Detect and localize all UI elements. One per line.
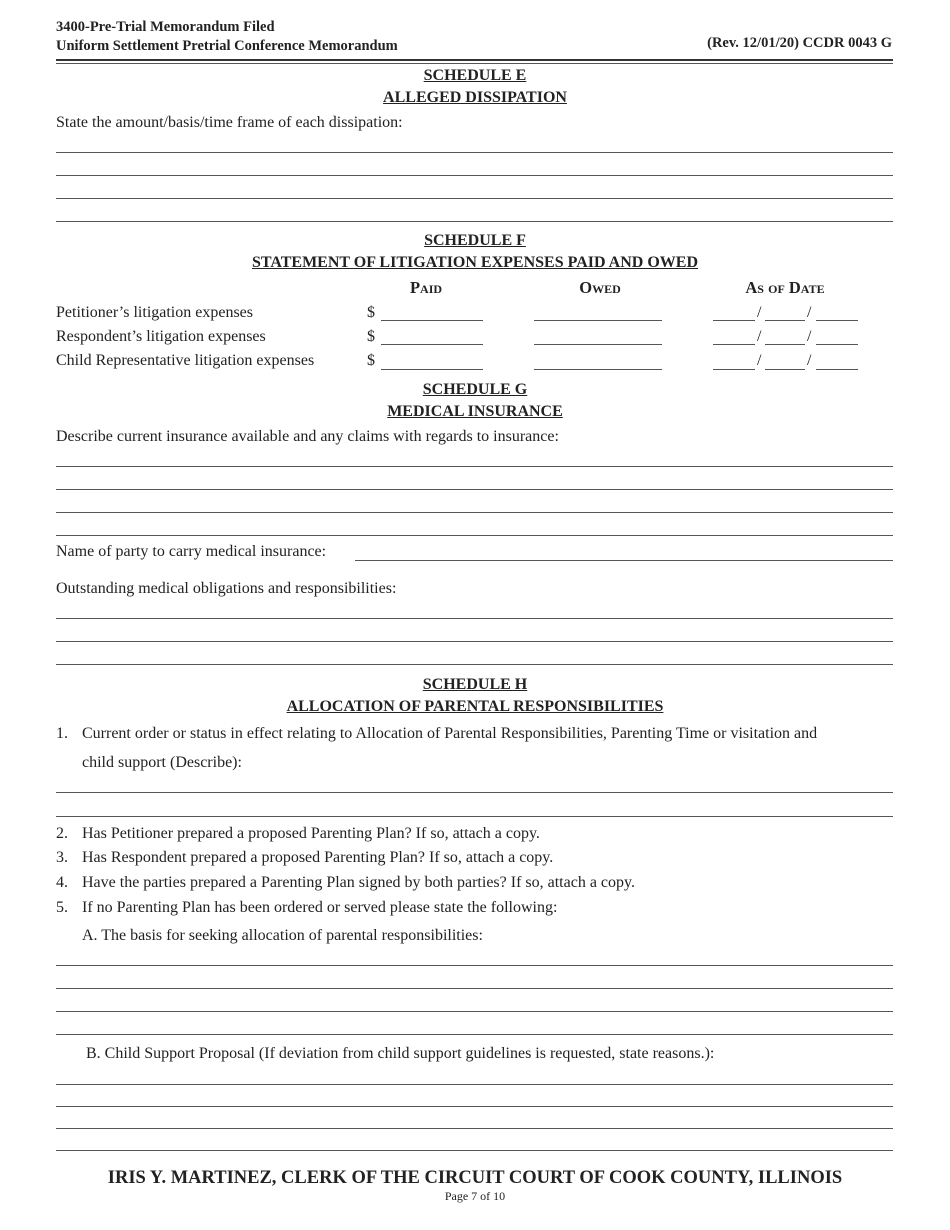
- allocation-basis-line[interactable]: [56, 1034, 893, 1035]
- date-separator: /: [757, 328, 762, 345]
- child-support-line[interactable]: [56, 1084, 893, 1085]
- date-day-field[interactable]: [765, 369, 805, 370]
- insurance-line[interactable]: [56, 535, 893, 536]
- insurance-line[interactable]: [56, 466, 893, 467]
- party-insurance-field[interactable]: [355, 560, 893, 561]
- form-title: Uniform Settlement Pretrial Conference Memorandum: [56, 38, 398, 54]
- header-rule-thin: [56, 63, 893, 64]
- schedule-f-subtitle: STATEMENT OF LITIGATION EXPENSES PAID AND OWED: [251, 254, 698, 271]
- dissipation-line[interactable]: [56, 175, 893, 176]
- schedule-e-subtitle: ALLEGED DISSIPATION: [383, 89, 567, 106]
- obligations-line[interactable]: [56, 664, 893, 665]
- column-owed: Owed: [579, 278, 621, 297]
- child-support-line[interactable]: [56, 1150, 893, 1151]
- date-month-field[interactable]: [713, 344, 755, 345]
- schedule-f-title: SCHEDULE F: [424, 232, 526, 249]
- insurance-line[interactable]: [56, 512, 893, 513]
- allocation-basis-line[interactable]: [56, 988, 893, 989]
- date-separator: /: [807, 328, 812, 345]
- date-month-field[interactable]: [713, 320, 755, 321]
- schedule-g-subtitle: MEDICAL INSURANCE: [387, 403, 563, 420]
- schedule-h-title: SCHEDULE H: [422, 676, 528, 693]
- item-text-continued: child support (Describe):: [82, 754, 242, 771]
- order-status-line[interactable]: [56, 792, 893, 793]
- date-separator: /: [757, 304, 762, 321]
- item-text: Has Petitioner prepared a proposed Parenting Plan? If so, attach a copy.: [82, 825, 540, 842]
- dissipation-prompt: State the amount/basis/time frame of each dissipation:: [56, 114, 403, 131]
- dissipation-line[interactable]: [56, 198, 893, 199]
- item-text: Has Respondent prepared a proposed Parenting Plan? If so, attach a copy.: [82, 849, 554, 866]
- paid-field[interactable]: [381, 369, 483, 370]
- expense-row-label: Respondent’s litigation expenses: [56, 328, 266, 345]
- schedule-h-subtitle: ALLOCATION OF PARENTAL RESPONSIBILITIES: [286, 698, 664, 715]
- currency-symbol: $: [367, 328, 375, 345]
- schedule-g-title: SCHEDULE G: [422, 381, 528, 398]
- item-text: Have the parties prepared a Parenting Plan signed by both parties? If so, attach a copy.: [82, 874, 635, 891]
- item-number: 2.: [56, 825, 68, 842]
- item-number: 5.: [56, 899, 68, 916]
- obligations-line[interactable]: [56, 641, 893, 642]
- date-day-field[interactable]: [765, 320, 805, 321]
- date-day-field[interactable]: [765, 344, 805, 345]
- allocation-basis-line[interactable]: [56, 1011, 893, 1012]
- subitem-b-label: B. Child Support Proposal (If deviation from child support guidelines is requested, state reasons.):: [86, 1045, 715, 1062]
- date-year-field[interactable]: [816, 369, 858, 370]
- allocation-basis-line[interactable]: [56, 965, 893, 966]
- date-separator: /: [807, 352, 812, 369]
- obligations-line[interactable]: [56, 618, 893, 619]
- expense-row-label: Child Representative litigation expenses: [56, 352, 315, 369]
- form-number: 3400-Pre-Trial Memorandum Filed: [56, 19, 275, 35]
- date-separator: /: [757, 352, 762, 369]
- insurance-prompt: Describe current insurance available and any claims with regards to insurance:: [56, 428, 559, 445]
- dissipation-line[interactable]: [56, 152, 893, 153]
- clerk-footer: IRIS Y. MARTINEZ, CLERK OF THE CIRCUIT COURT OF COOK COUNTY, ILLINOIS: [107, 1168, 843, 1188]
- item-number: 1.: [56, 725, 68, 742]
- owed-field[interactable]: [534, 369, 662, 370]
- date-separator: /: [807, 304, 812, 321]
- column-paid: Paid: [409, 278, 443, 297]
- expense-row-label: Petitioner’s litigation expenses: [56, 304, 254, 321]
- column-as-of-date: As of Date: [745, 278, 825, 297]
- schedule-e-title: SCHEDULE E: [423, 67, 527, 84]
- page-number: Page 7 of 10: [444, 1189, 506, 1203]
- child-support-line[interactable]: [56, 1128, 893, 1129]
- item-text: If no Parenting Plan has been ordered or served please state the following:: [82, 899, 558, 916]
- dissipation-line[interactable]: [56, 221, 893, 222]
- revision-code: (Rev. 12/01/20) CCDR 0043 G: [707, 35, 892, 51]
- paid-field[interactable]: [381, 344, 483, 345]
- order-status-line[interactable]: [56, 816, 893, 817]
- item-text: Current order or status in effect relating to Allocation of Parental Responsibilities, Parenting Time or visitation and: [82, 725, 818, 742]
- owed-field[interactable]: [534, 320, 662, 321]
- medical-obligations-label: Outstanding medical obligations and responsibilities:: [56, 580, 397, 597]
- paid-field[interactable]: [381, 320, 483, 321]
- child-support-line[interactable]: [56, 1106, 893, 1107]
- header-rule-thick: [56, 59, 893, 61]
- date-month-field[interactable]: [713, 369, 755, 370]
- currency-symbol: $: [367, 352, 375, 369]
- date-year-field[interactable]: [816, 344, 858, 345]
- date-year-field[interactable]: [816, 320, 858, 321]
- item-number: 3.: [56, 849, 68, 866]
- subitem-a-label: A. The basis for seeking allocation of parental responsibilities:: [82, 927, 483, 944]
- owed-field[interactable]: [534, 344, 662, 345]
- party-insurance-label: Name of party to carry medical insurance:: [56, 543, 327, 560]
- item-number: 4.: [56, 874, 68, 891]
- currency-symbol: $: [367, 304, 375, 321]
- insurance-line[interactable]: [56, 489, 893, 490]
